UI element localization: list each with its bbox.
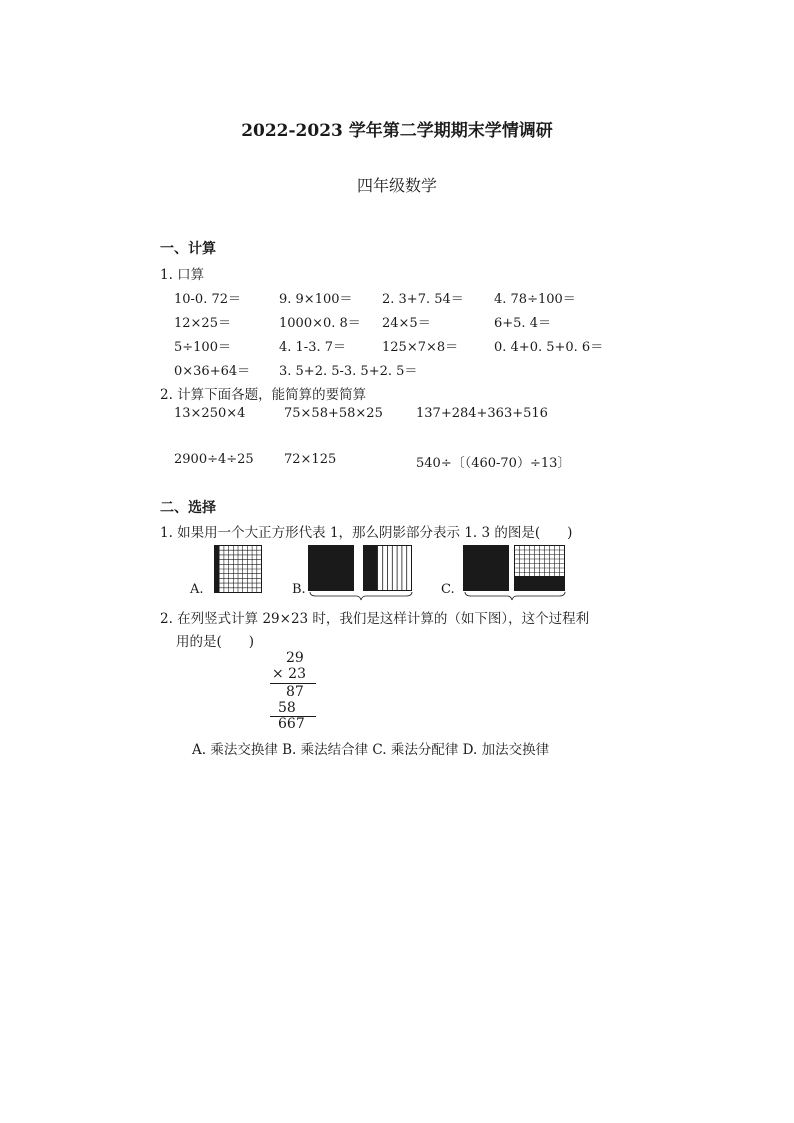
page-title: 2022-2023 学年第二学期期末学情调研 bbox=[241, 121, 553, 141]
vertical-result: 667 bbox=[278, 716, 305, 732]
option-label-a: A. bbox=[190, 582, 204, 597]
oral-calc-item: 6+5. 4＝ bbox=[494, 316, 551, 331]
section-heading-calc: 一、计算 bbox=[160, 241, 216, 257]
oral-calc-item: 1000×0. 8＝ bbox=[279, 316, 361, 331]
oral-calc-item: 24×5＝ bbox=[382, 316, 431, 331]
oral-calc-item: 4. 1-3. 7＝ bbox=[279, 340, 347, 355]
calc-problem: 72×125 bbox=[284, 452, 337, 467]
oral-calc-item: 10-0. 72＝ bbox=[174, 292, 242, 307]
figure-option-b bbox=[308, 545, 414, 601]
oral-calc-item: 12×25＝ bbox=[174, 316, 231, 331]
question-label: 2. 计算下面各题，能简算的要简算 bbox=[160, 387, 367, 403]
question-text: 1. 如果用一个大正方形代表 1，那么阴影部分表示 1. 3 的图是( ) bbox=[160, 525, 573, 541]
figure-option-a bbox=[214, 545, 262, 593]
page-subtitle: 四年级数学 bbox=[356, 176, 437, 195]
option-label-c: C. bbox=[441, 582, 455, 597]
calc-problem: 540÷〔（460-70）÷13〕 bbox=[416, 456, 571, 471]
oral-calc-item: 2. 3+7. 54＝ bbox=[382, 292, 464, 307]
option-label-b: B. bbox=[292, 582, 306, 597]
oral-calc-item: 5÷100＝ bbox=[174, 340, 231, 355]
answer-choices: A. 乘法交换律 B. 乘法结合律 C. 乘法分配律 D. 加法交换律 bbox=[192, 742, 550, 758]
oral-calc-item: 0×36+64＝ bbox=[174, 364, 251, 379]
question-text: 2. 在列竖式计算 29×23 时，我们是这样计算的（如下图），这个过程利 bbox=[160, 611, 590, 627]
vertical-multiplier: × 23 bbox=[272, 666, 306, 682]
calc-problem: 13×250×4 bbox=[174, 406, 246, 421]
calc-problem: 137+284+363+516 bbox=[416, 406, 548, 421]
calc-problem: 2900÷4÷25 bbox=[174, 452, 254, 467]
question-label: 1. 口算 bbox=[160, 267, 205, 283]
question-text-cont: 用的是( ) bbox=[176, 634, 255, 650]
vertical-partial-1: 87 bbox=[286, 684, 304, 700]
vertical-top: 29 bbox=[286, 650, 304, 666]
figure-option-c bbox=[463, 545, 569, 601]
oral-calc-item: 4. 78÷100＝ bbox=[494, 292, 576, 307]
oral-calc-item: 125×7×8＝ bbox=[382, 340, 459, 355]
oral-calc-item: 9. 9×100＝ bbox=[279, 292, 353, 307]
calc-problem: 75×58+58×25 bbox=[284, 406, 383, 421]
oral-calc-item: 0. 4+0. 5+0. 6＝ bbox=[494, 340, 604, 355]
vertical-partial-2: 58 bbox=[278, 700, 296, 716]
oral-calc-item: 3. 5+2. 5-3. 5+2. 5＝ bbox=[279, 364, 418, 379]
section-heading-choice: 二、选择 bbox=[160, 500, 216, 516]
